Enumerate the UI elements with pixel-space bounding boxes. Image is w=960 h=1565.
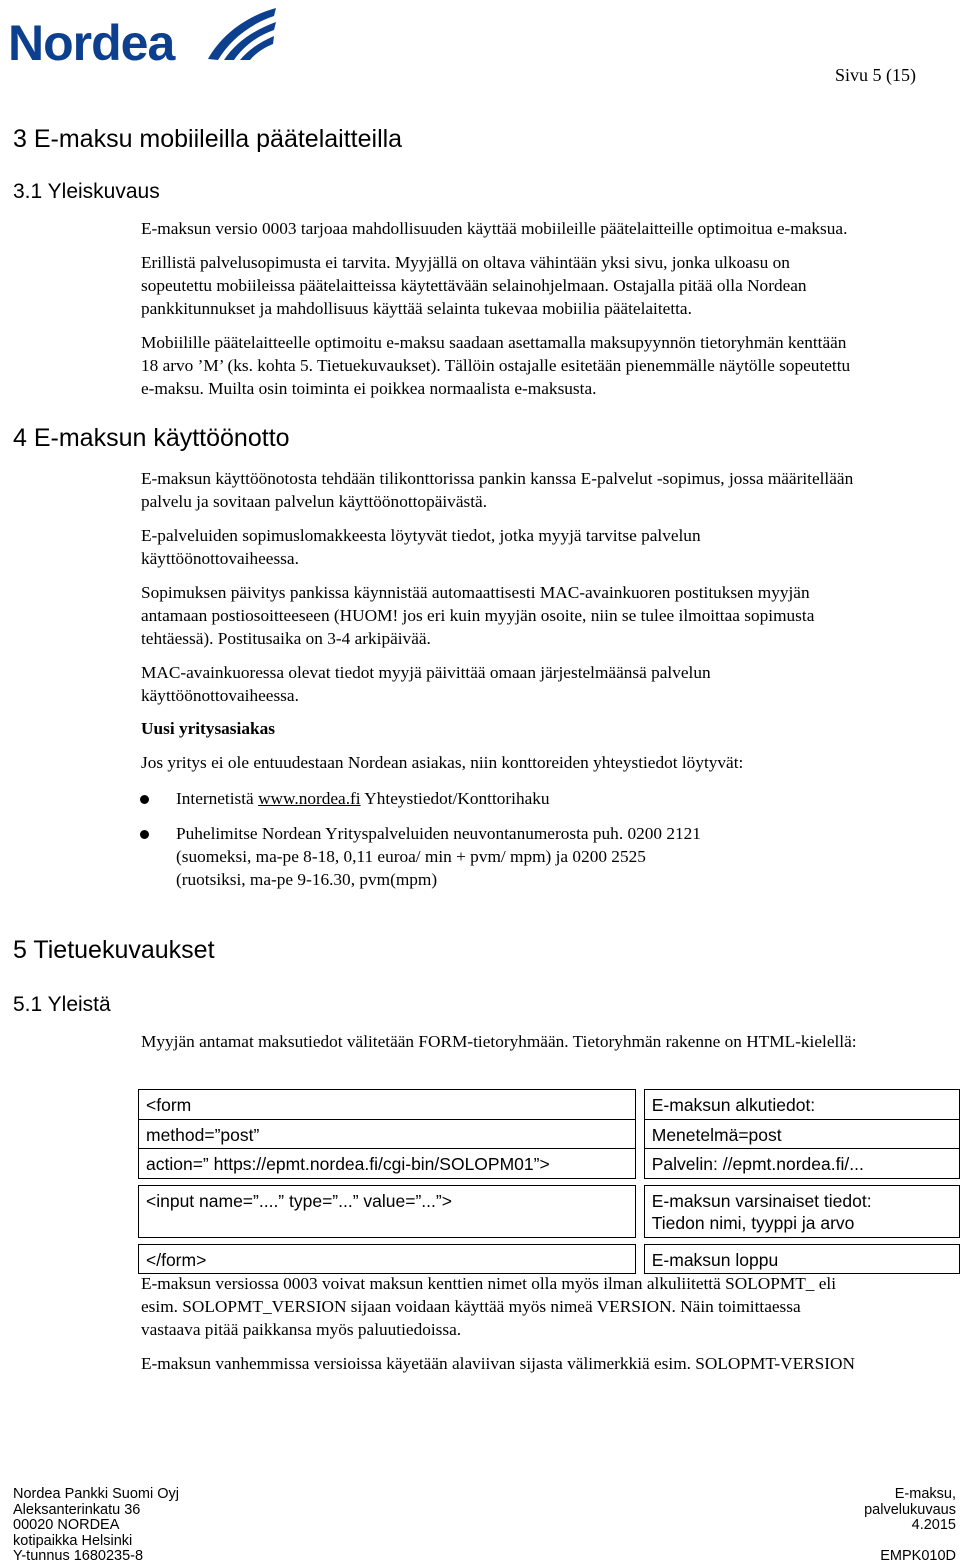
text-line: antamaan postiosoitteeseen (HUOM! jos eri kuin myyjän osoite, niin se tulee ilmoittaa sopimusta	[141, 605, 815, 625]
code-cell: </form>	[139, 1244, 636, 1274]
section-3-p2	[141, 252, 807, 320]
code-cell: <input name=”....” type=”...” value=”...”>	[139, 1185, 636, 1237]
bullet-text: Internetistä	[176, 789, 259, 808]
nordea-logo	[6, 4, 276, 71]
logo-wing-icon	[202, 4, 278, 64]
text-line: Puhelimitse Nordean Yrityspalveluiden neuvontanumerosta puh. 0200 2121	[176, 824, 701, 843]
text-line: 18 arvo ’M’ (ks. kohta 5. Tietuekuvaukset). Tällöin ostajalle esitetään pienemmälle näytölle sopeutettu	[141, 355, 851, 375]
footer-line	[864, 1534, 956, 1550]
table-row	[139, 1244, 960, 1274]
text-line: E-maksun käyttöönotosta tehdään tilikonttorissa pankin kanssa E-palvelut -sopimus, jossa määritellään	[141, 469, 854, 488]
bullet-phone	[176, 823, 701, 891]
footer-right	[864, 1487, 956, 1565]
text-line: pankkitunnukset ja mahdollisuus käyttää selainta tukevaa mobiilia päätelaitetta.	[141, 298, 692, 318]
text-line: esim. SOLOPMT_VERSION sijaan voidaan käyttää myös nimeä VERSION. Näin toimittaessa	[141, 1296, 801, 1316]
text-line: (suomeksi, ma-pe 8-18, 0,11 euroa/ min + pvm/ mpm) ja 0200 2525	[176, 846, 646, 866]
section-4-p3	[141, 582, 814, 650]
footer-line: Nordea Pankki Suomi Oyj	[13, 1486, 180, 1502]
desc-cell: Menetelmä=post	[644, 1119, 959, 1149]
text-line: Erillistä palvelusopimusta ei tarvita. Myyjällä on oltava vähintään yksi sivu, jonka ulkoasu on	[141, 253, 790, 272]
text-line: (ruotsiksi, ma-pe 9-16.30, pvm(mpm)	[176, 869, 438, 889]
section-5-intro: Myyjän antamat maksutiedot välitetään FORM-tietoryhmään. Tietoryhmän rakenne on HTML-kielellä:	[141, 1032, 857, 1051]
footer-line: palvelukuvaus	[864, 1501, 956, 1518]
code-cell: action=” https://epmt.nordea.fi/cgi-bin/SOLOPM01”>	[139, 1149, 636, 1179]
section-4-p5: Jos yritys ei ole entuudestaan Nordean asiakas, niin konttoreiden yhteystiedot löytyvät:	[141, 753, 744, 772]
text-line: tehtäessä). Postitusaika on 3-4 arkipäivää.	[141, 628, 431, 648]
footer-line: 4.2015	[911, 1517, 956, 1534]
section-4-p4	[141, 662, 711, 708]
text-line: e-maksu. Muilta osin toiminta ei poikkea normaalista e-maksusta.	[141, 378, 597, 398]
desc-cell	[644, 1185, 959, 1237]
section-5-1-title: 5.1 Yleistä	[13, 993, 111, 1016]
footer-line: 00020 NORDEA	[13, 1517, 120, 1534]
footer-line: E-maksu,	[894, 1486, 956, 1502]
text-line: Sopimuksen päivitys pankissa käynnistää automaattisesti MAC-avainkuoren postituksen myyjän	[141, 583, 810, 602]
text-line: MAC-avainkuoressa olevat tiedot myyjä päivittää omaan järjestelmäänsä palvelun	[141, 663, 711, 682]
section-5-p1	[141, 1273, 836, 1341]
section-5-p2: E-maksun vanhemmissa versioissa käyetään alaviivan sijasta välimerkkiä esim. SOLOPMT-VERSION	[141, 1354, 855, 1373]
logo-text: Nordea	[8, 15, 175, 71]
page-number: Sivu 5 (15)	[835, 65, 916, 85]
code-cell: <form	[139, 1090, 636, 1120]
bullet-text: Yhteystiedot/Konttorihaku	[360, 789, 550, 808]
footer-line: Y-tunnus 1680235-8	[13, 1548, 144, 1565]
footer-line: EMPK010D	[880, 1548, 956, 1565]
section-4-title: 4 E-maksun käyttöönotto	[13, 424, 290, 452]
desc-line: Tiedon nimi, tyyppi ja arvo	[651, 1213, 855, 1233]
section-4-p2	[141, 525, 701, 571]
section-4-p1	[141, 468, 853, 514]
footer-line: kotipaikka Helsinki	[13, 1532, 133, 1549]
text-line: käyttöönottovaiheessa.	[141, 685, 299, 705]
desc-cell: E-maksun alkutiedot:	[644, 1090, 959, 1120]
form-structure-table	[138, 1089, 960, 1274]
desc-cell: Palvelin: //epmt.nordea.fi/...	[644, 1149, 959, 1179]
section-3-1-title: 3.1 Yleiskuvaus	[13, 180, 160, 203]
text-line: E-palveluiden sopimuslomakkeesta löytyvät tiedot, jotka myyjä tarvitse palvelun	[141, 526, 701, 545]
desc-cell: E-maksun loppu	[644, 1244, 959, 1274]
footer-line: Aleksanterinkatu 36	[13, 1501, 141, 1518]
text-line: sopeutettu mobiileissa päätelaitteissa käytettävään selainohjelmaan. Ostajalla pitää olla Nordean	[141, 275, 807, 295]
text-line: Mobiilille päätelaitteelle optimoitu e-maksu saadaan asettamalla maksupyynnön tietoryhmän kenttään	[141, 333, 847, 352]
table-row	[139, 1090, 960, 1120]
footer-left	[13, 1487, 179, 1565]
table-row	[139, 1185, 960, 1237]
section-5-title: 5 Tietuekuvaukset	[13, 936, 215, 964]
section-3-p1: E-maksun versio 0003 tarjoaa mahdollisuuden käyttää mobiileille päätelaitteille optimoitua e-maksua.	[141, 219, 848, 238]
desc-line: E-maksun varsinaiset tiedot:	[651, 1190, 872, 1211]
code-cell: method=”post”	[139, 1119, 636, 1149]
new-customer-heading: Uusi yritysasiakas	[141, 719, 275, 738]
nordea-link[interactable]: www.nordea.fi	[258, 789, 361, 808]
bullet-icon	[140, 795, 149, 804]
table-row	[139, 1119, 960, 1149]
text-line: käyttöönottovaiheessa.	[141, 548, 299, 568]
table-row	[139, 1149, 960, 1179]
bullet-internet	[176, 788, 550, 811]
section-3-p3	[141, 332, 850, 400]
section-3-title: 3 E-maksu mobiileilla päätelaitteilla	[13, 125, 403, 153]
text-line: E-maksun versiossa 0003 voivat maksun kenttien nimet olla myös ilman alkuliitettä SOLOPMT_ eli	[141, 1274, 836, 1293]
text-line: palvelu ja sovitaan palvelun käyttöönottopäivästä.	[141, 491, 488, 511]
text-line: vastaava pitää paikkansa myös paluutiedoissa.	[141, 1319, 462, 1339]
bullet-icon	[140, 830, 149, 839]
